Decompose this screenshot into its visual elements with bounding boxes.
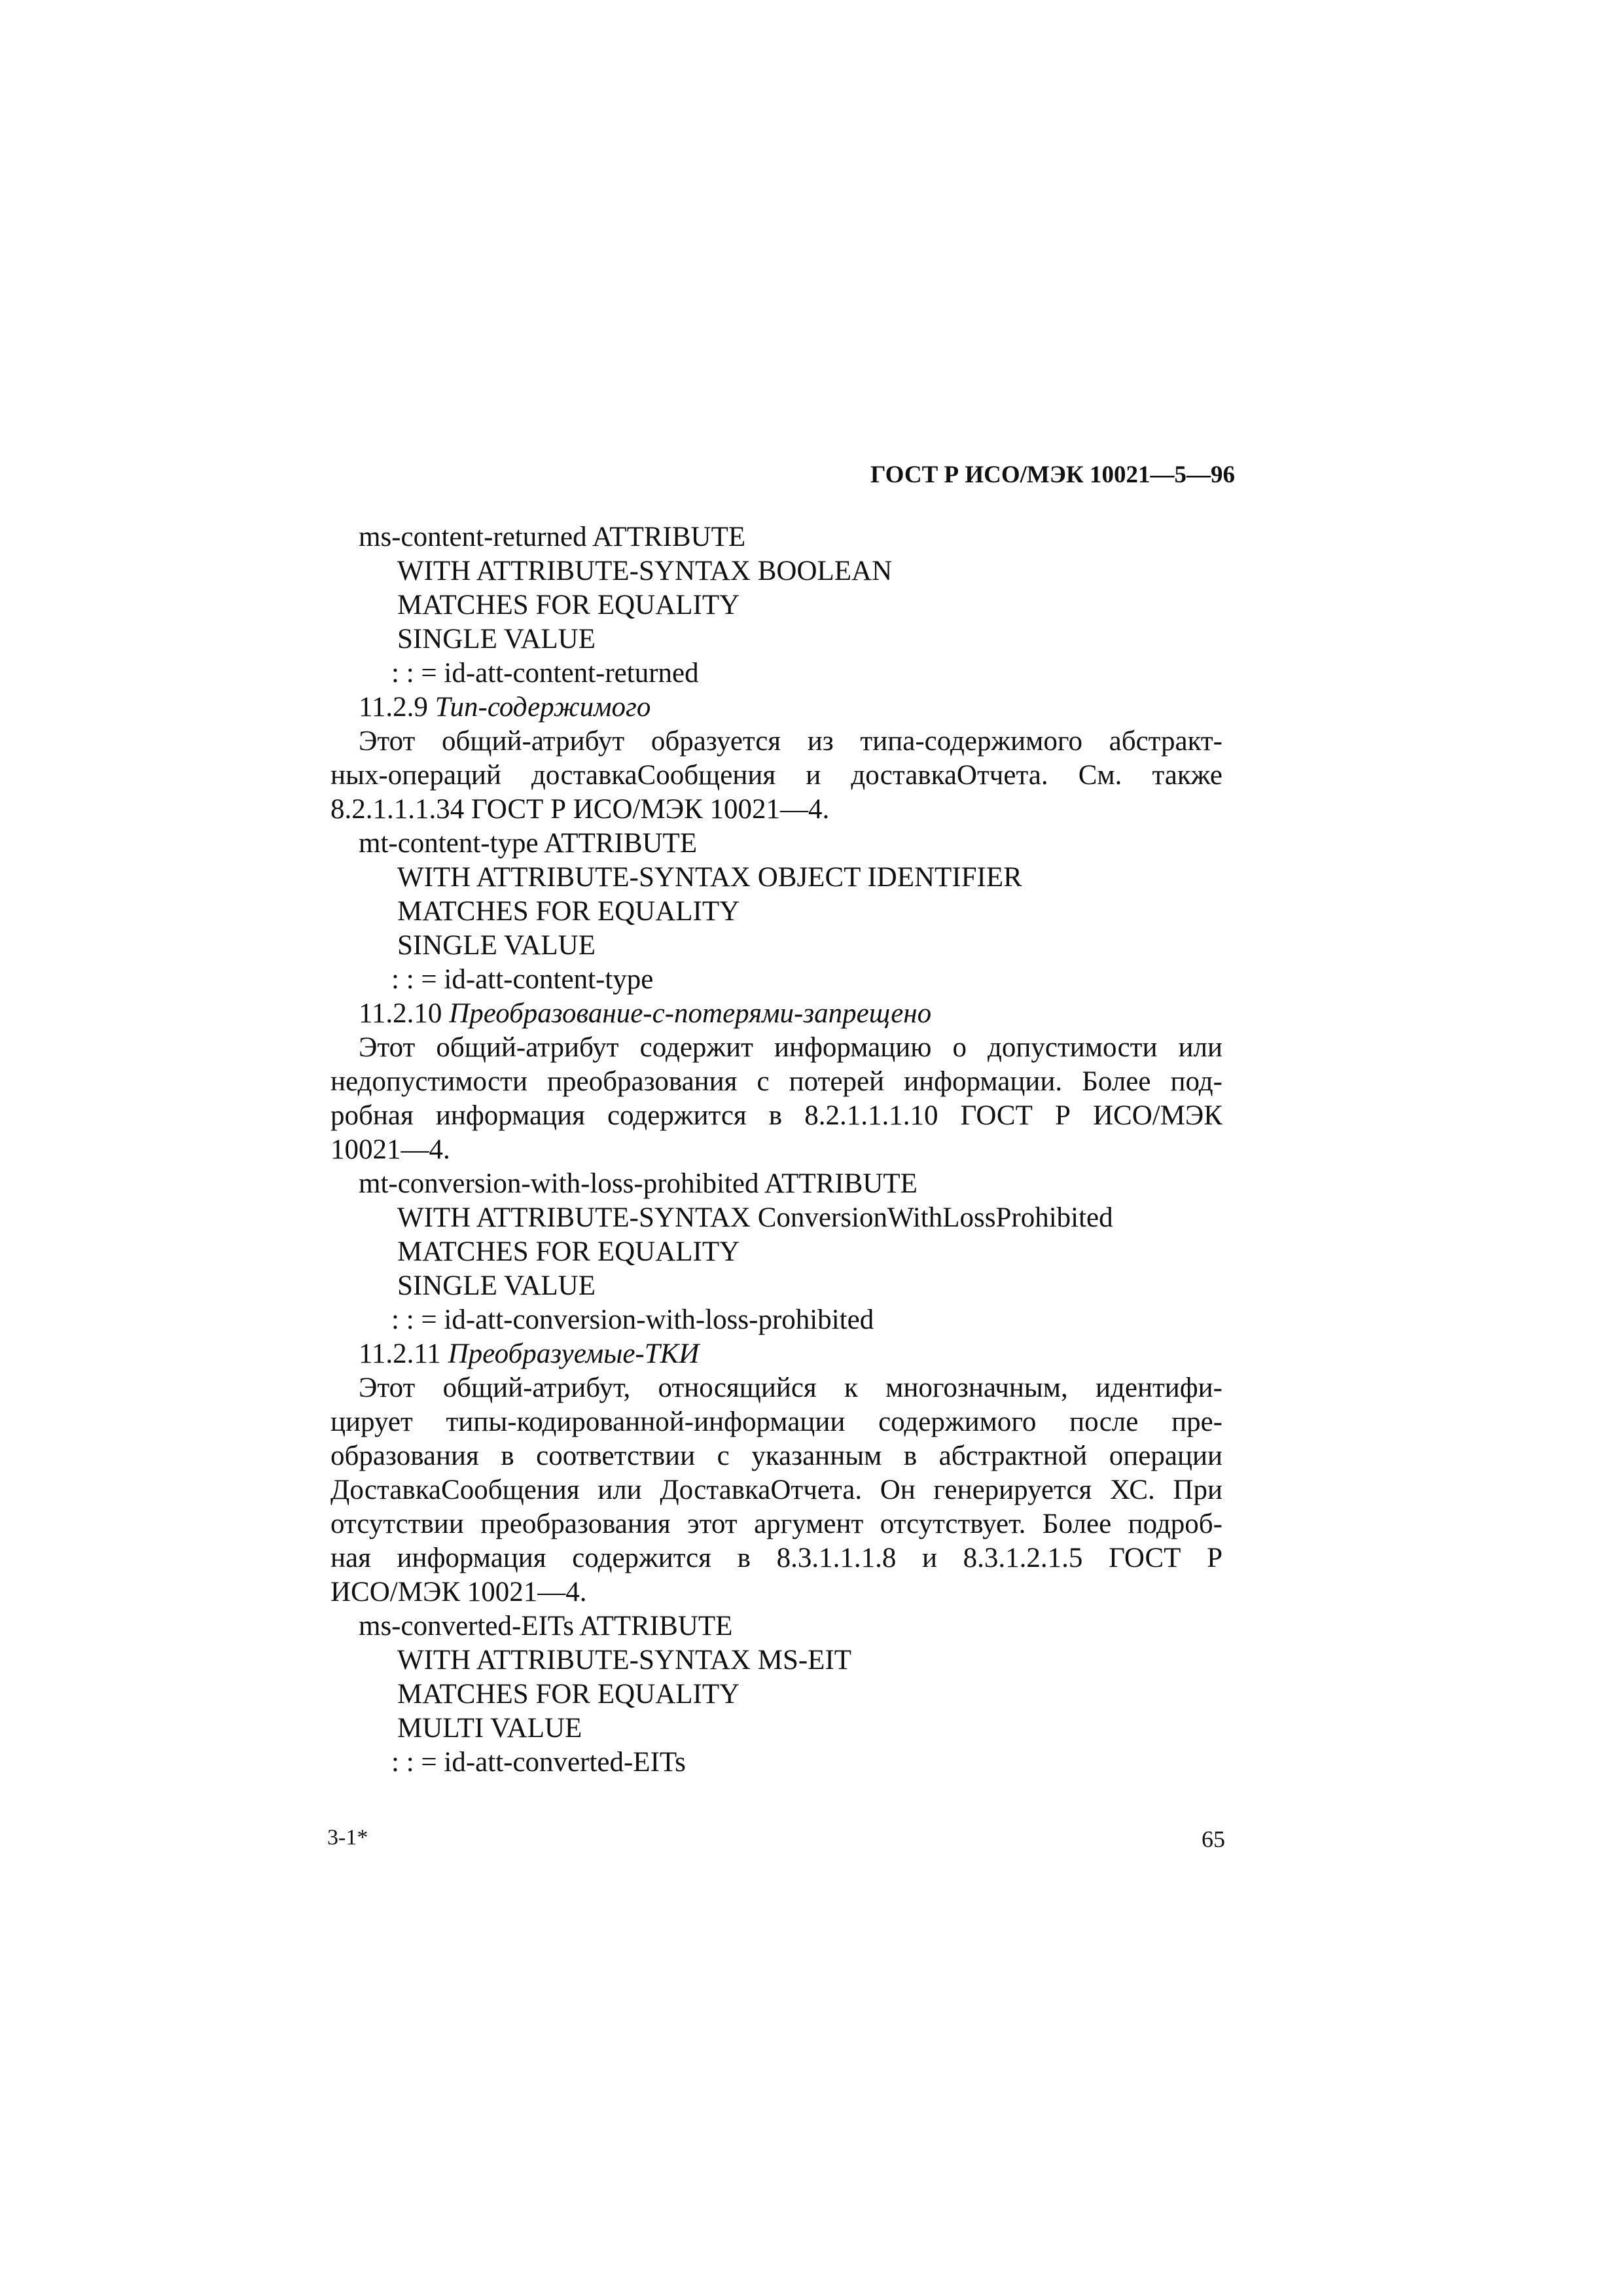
attribute-definition-line: ms-content-returned ATTRIBUTE	[359, 522, 746, 552]
value-line: SINGLE VALUE	[397, 624, 596, 655]
attribute-definition-line: ms-converted-EITs ATTRIBUTE	[359, 1611, 733, 1641]
paragraph-line: ных-операций доставкаСообщения и доставкаОтчета. См. также	[330, 760, 1222, 791]
paragraph-line: цирует типы-кодированной-информации содержимого после пре-	[330, 1407, 1222, 1437]
paragraph-line: 8.2.1.1.1.34 ГОСТ Р ИСО/МЭК 10021—4.	[330, 794, 830, 825]
paragraph-line: образования в соответствии с указанным в абстрактной операции	[330, 1441, 1222, 1471]
section-title: Тип-содержимого	[435, 692, 651, 723]
matches-line: MATCHES FOR EQUALITY	[397, 590, 740, 620]
paragraph-line: Этот общий-атрибут, относящийся к многозначным, идентифи-	[359, 1372, 1222, 1403]
page-header: ГОСТ Р ИСО/МЭК 10021—5—96	[870, 461, 1236, 488]
attribute-syntax-line: WITH ATTRIBUTE-SYNTAX MS-EIT	[397, 1645, 852, 1676]
identifier-line: : : = id-att-conversion-with-loss-prohibited	[391, 1304, 874, 1335]
matches-line: MATCHES FOR EQUALITY	[397, 1236, 740, 1267]
paragraph-line: Этот общий-атрибут содержит информацию о допустимости или	[359, 1032, 1222, 1063]
paragraph-line: 10021—4.	[330, 1134, 450, 1165]
identifier-line: : : = id-att-content-type	[391, 964, 654, 995]
section-number: 11.2.11	[359, 1338, 441, 1369]
attribute-syntax-line: WITH ATTRIBUTE-SYNTAX OBJECT IDENTIFIER	[397, 862, 1022, 893]
section-number: 11.2.10	[359, 998, 442, 1029]
paragraph-line: ная информация содержится в 8.3.1.1.1.8 и 8.3.1.2.1.5 ГОСТ Р	[330, 1543, 1222, 1573]
signature-mark: 3-1*	[327, 1825, 368, 1850]
page-number: 65	[1202, 1826, 1225, 1852]
value-line: SINGLE VALUE	[397, 1270, 596, 1301]
paragraph-line: Этот общий-атрибут образуется из типа-содержимого абстракт-	[359, 726, 1222, 757]
section-heading	[359, 1337, 699, 1371]
section-title: Преобразование-с-потерями-запрещено	[449, 998, 932, 1029]
paragraph-line: ДоставкаСообщения или ДоставкаОтчета. Он генерируется ХС. При	[330, 1475, 1222, 1505]
attribute-definition-line: mt-content-type ATTRIBUTE	[359, 828, 698, 859]
section-heading	[359, 691, 651, 725]
matches-line: MATCHES FOR EQUALITY	[397, 896, 740, 927]
paragraph-line: робная информация содержится в 8.2.1.1.1.10 ГОСТ Р ИСО/МЭК	[330, 1100, 1222, 1131]
paragraph-line: отсутствии преобразования этот аргумент отсутствует. Более подроб-	[330, 1509, 1222, 1539]
matches-line: MATCHES FOR EQUALITY	[397, 1679, 740, 1710]
value-line: SINGLE VALUE	[397, 930, 596, 961]
attribute-definition-line: mt-conversion-with-loss-prohibited ATTRIBUTE	[359, 1168, 918, 1199]
section-number: 11.2.9	[359, 692, 428, 723]
paragraph-line: недопустимости преобразования с потерей информации. Более под-	[330, 1066, 1222, 1097]
attribute-syntax-line: WITH ATTRIBUTE-SYNTAX BOOLEAN	[397, 556, 893, 586]
paragraph-line: ИСО/МЭК 10021—4.	[330, 1577, 587, 1607]
identifier-line: : : = id-att-content-returned	[391, 658, 699, 689]
value-line: MULTI VALUE	[397, 1713, 582, 1744]
section-title: Преобразуемые-ТКИ	[448, 1338, 700, 1369]
identifier-line: : : = id-att-converted-EITs	[391, 1747, 686, 1778]
section-heading	[359, 997, 931, 1031]
attribute-syntax-line: WITH ATTRIBUTE-SYNTAX ConversionWithLossProhibited	[397, 1202, 1113, 1233]
